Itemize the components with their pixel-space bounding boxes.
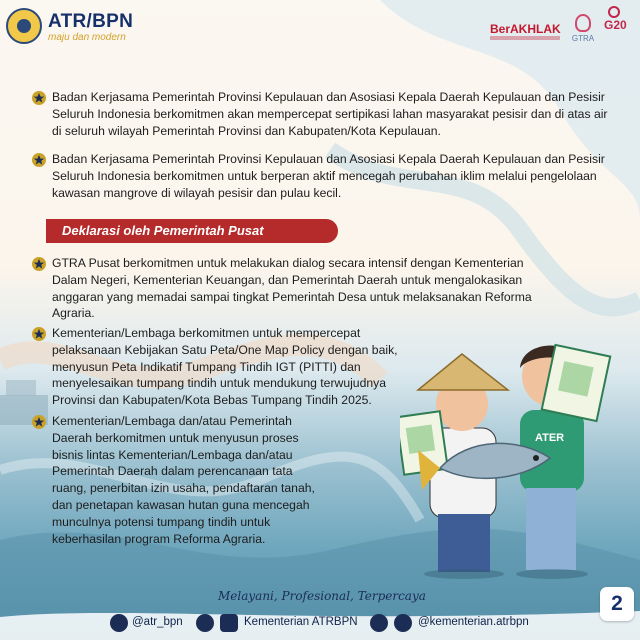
footer-facebook-youtube: Kementerian ATRBPN (244, 616, 358, 628)
star-bullet-icon (32, 327, 46, 341)
star-bullet-icon (32, 257, 46, 271)
section-heading (46, 219, 338, 243)
facebook-icon (196, 614, 214, 632)
gtra-logo (570, 14, 596, 43)
atr-bpn-logo (6, 8, 42, 44)
gtra-mark-icon (575, 14, 591, 32)
paragraph-top-1: Badan Kerjasama Pemerintah Provinsi Kepulauan dan Asosiasi Kepala Daerah Kepulauan dan Pesisir Seluruh Indonesia berkomitmen akan mempercepat sertipikasi lahan masyarakat pesisir dan di atas air di seluruh wilayah Pemerintah Provinsi dan Kabupaten/Kota Kepulauan. (52, 90, 608, 138)
brand-name: ATR/BPN (48, 11, 134, 32)
paragraph-bottom-2: Kementerian/Lembaga berkomitmen untuk mempercepat pelaksanaan Kebijakan Satu Peta/One Map Policy dengan baik, menyusun Peta Indikatif Tumpang Tindih IGT (PITTI) dan menyelesaikan tumpang tindih untuk mendukung terwujudnya Provinsi dan Kabupaten/Kota Bebas Tumpang Tindih 2025. (52, 326, 398, 408)
berakhlak-underline (490, 36, 560, 40)
twitter-icon (110, 614, 128, 632)
tiktok-icon (394, 614, 412, 632)
section-heading-text: Deklarasi oleh Pemerintah Pusat (62, 223, 264, 238)
footer-instagram-tiktok: @kementerian.atrbpn (418, 616, 529, 628)
brand-tagline: maju dan modern (48, 32, 126, 43)
paragraph-bottom-1: GTRA Pusat berkomitmen untuk melakukan dialog secara intensif dengan Kementerian Dalam Negeri, Kementerian Keuangan, dan Pemerintah Daerah untuk mengalokasikan anggaran yang memadai sampai tingkat Pemerintah Desa untuk melaksanakan Reforma Agraria. (52, 256, 532, 321)
g20-mark-icon (608, 6, 620, 18)
page-number: 2 (600, 587, 634, 621)
star-bullet-icon (32, 415, 46, 429)
instagram-icon (370, 614, 388, 632)
g20-logo: G20 (604, 18, 627, 32)
star-bullet-icon (32, 91, 46, 105)
paragraph-top-2: Badan Kerjasama Pemerintah Provinsi Kepulauan dan Asosiasi Kepala Daerah Kepulauan dan Pesisir Seluruh Indonesia berkomitmen untuk berperan aktif mencegah perubahan iklim melalui pengelolaan kawasan mangrove di wilayah pesisir dan pulau kecil. (52, 152, 605, 200)
youtube-icon (220, 614, 238, 632)
star-bullet-icon (32, 153, 46, 167)
paragraph-bottom-3: Kementerian/Lembaga dan/atau Pemerintah Daerah berkomitmen untuk menyusun proses bisnis lintas Kementerian/Lembaga dan/atau Pemerintah Daerah dalam perencanaan tata ruang, penerbitan izin usaha, pendaftaran tanah, dan penetapan kawasan hutan guna mencegah munculnya potensi tumpang tindih untuk keberhasilan program Reforma Agraria. (52, 414, 315, 546)
motto: Melayani, Profesional, Terpercaya (218, 589, 426, 603)
farmers-illustration (400, 318, 630, 580)
footer-twitter: @atr_bpn (132, 616, 183, 628)
shirt-text: ATER (535, 432, 565, 444)
gtra-logo-text: GTRA (571, 34, 595, 43)
berakhlak-logo: BerAKHLAK (490, 22, 561, 36)
